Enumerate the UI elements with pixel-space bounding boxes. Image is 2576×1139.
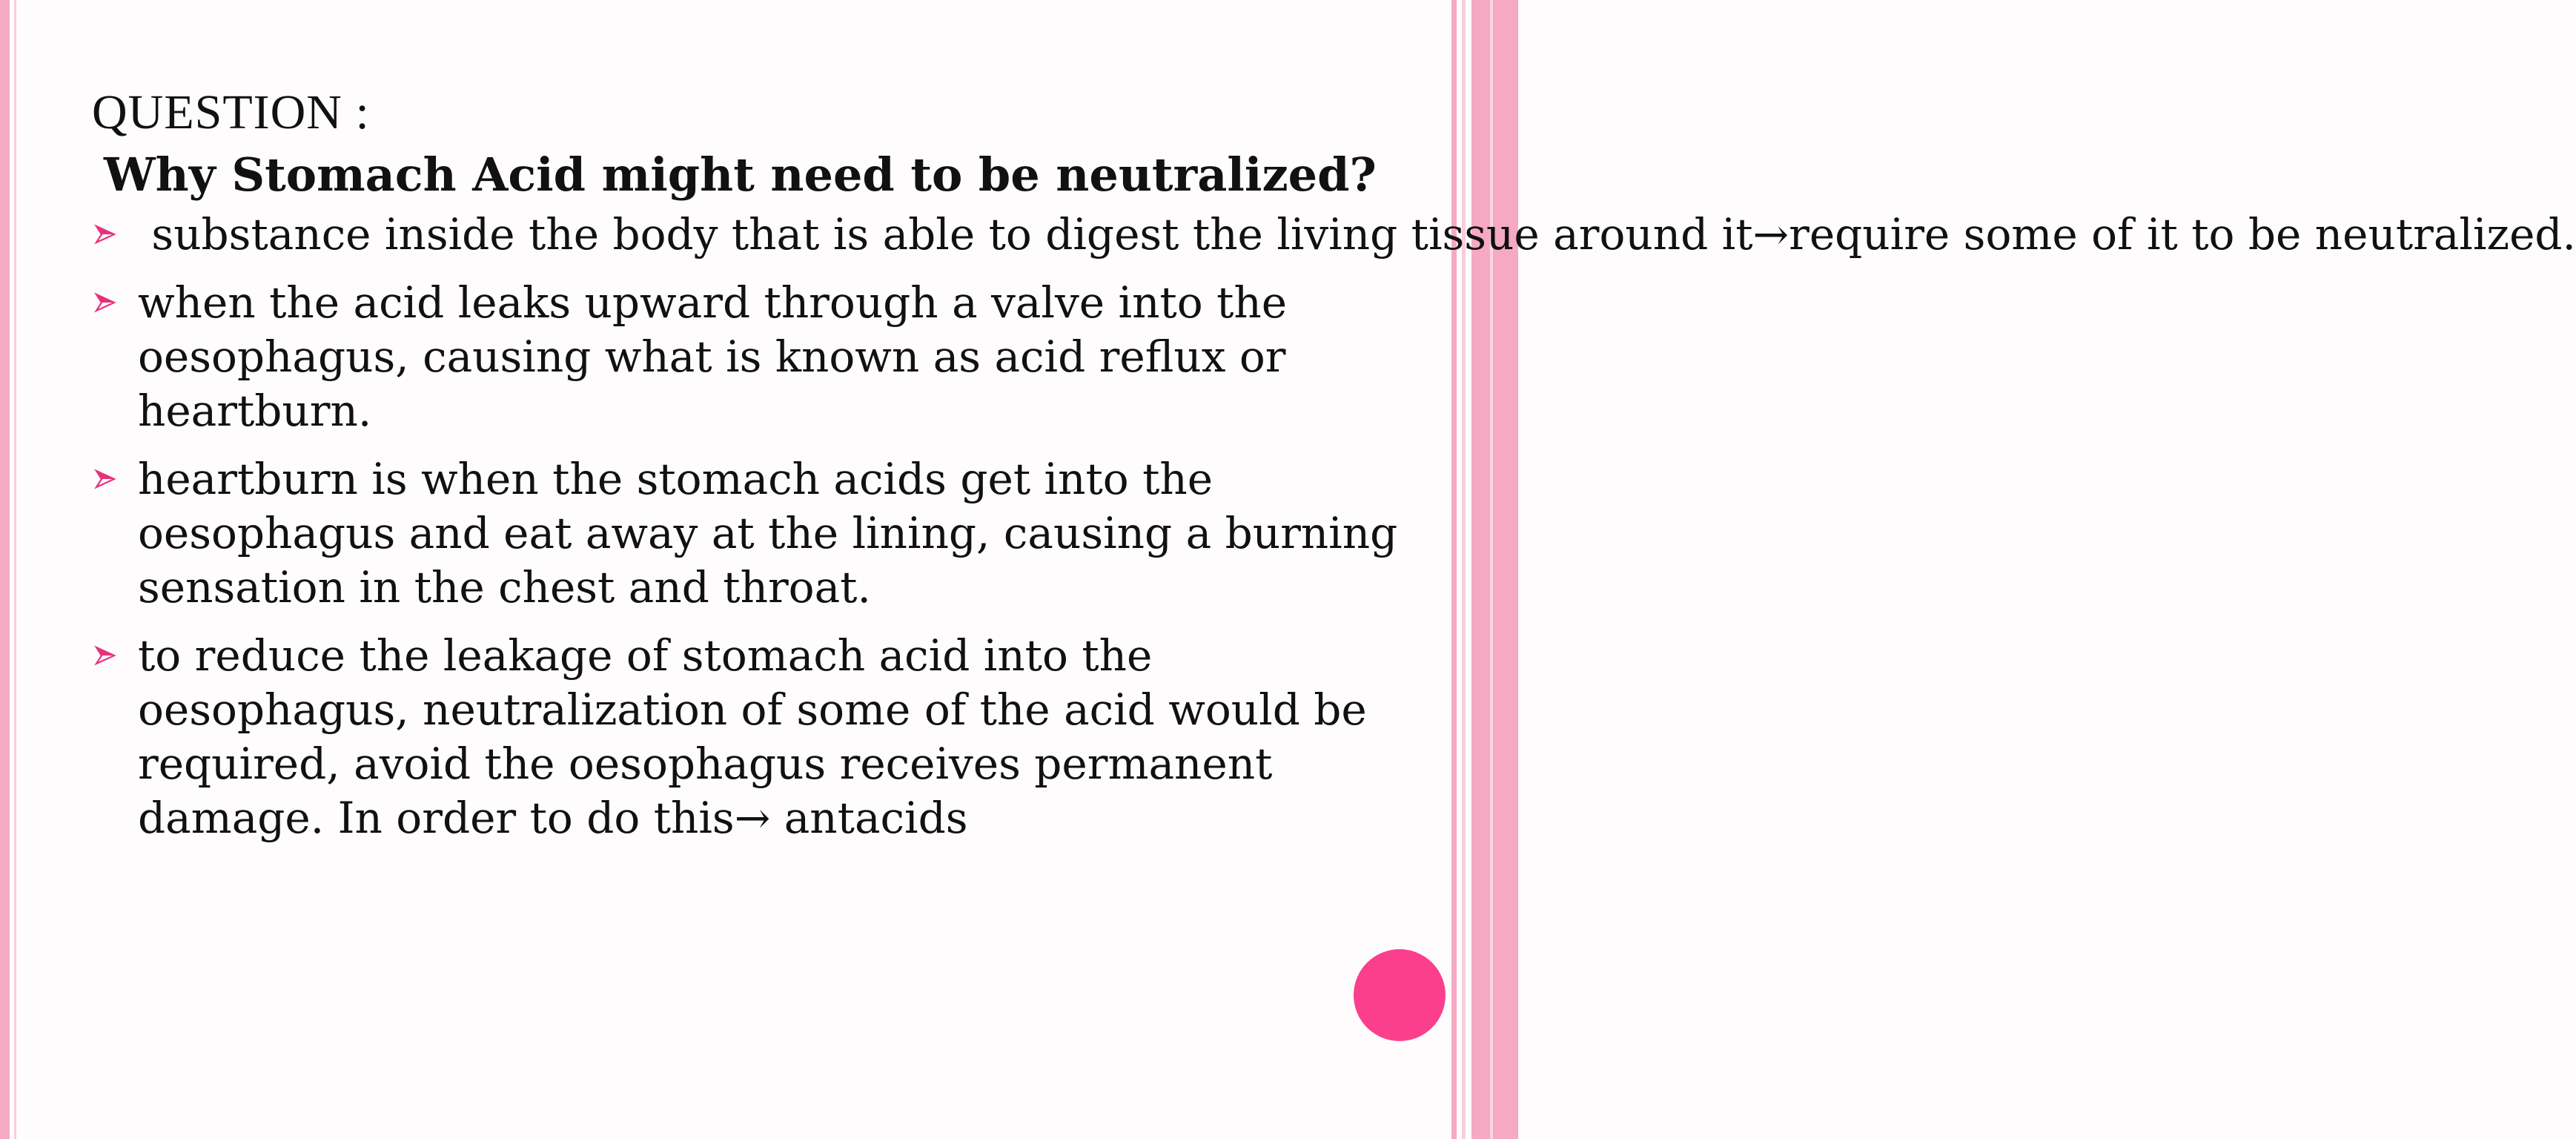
question-label: QUESTION : [92, 85, 370, 139]
bullet-text: heartburn is when the stomach acids get into the oesophagus and eat away at the lining, causing a burning sensation in the chest and throat. [138, 454, 1398, 613]
slide-title: Why Stomach Acid might need to be neutralized? [104, 148, 1377, 202]
accent-circle [1354, 949, 1446, 1041]
bullet-text: substance inside the body that is able to digest the living tissue around it→require some of it to be neutralized. [138, 209, 2576, 260]
bullet-list [92, 208, 2576, 845]
left-border-bar [0, 0, 10, 1139]
bullet-item [92, 208, 2576, 262]
bullet-item [92, 629, 1411, 845]
slide-content [92, 82, 2576, 859]
arrowhead-bullet-icon [95, 469, 116, 489]
bullet-item [92, 452, 1411, 615]
bullet-text: to reduce the leakage of stomach acid into the oesophagus, neutralization of some of the acid would be required, avoid the oesophagus receives permanent damage. In order to do this→ antacids [138, 630, 1367, 843]
bullet-text: when the acid leaks upward through a valve into the oesophagus, causing what is known as acid reflux or heartburn. [138, 277, 1288, 436]
bullet-item [92, 276, 1411, 438]
arrowhead-bullet-icon [95, 645, 116, 666]
arrowhead-bullet-icon [95, 224, 116, 245]
arrowhead-bullet-icon [95, 292, 116, 313]
right-border-line-thin [1462, 0, 1466, 1139]
right-border-bar [1471, 0, 1518, 1139]
right-border-inner-line [1490, 0, 1493, 1139]
left-border-line [14, 0, 16, 1139]
right-border-line [1451, 0, 1457, 1139]
